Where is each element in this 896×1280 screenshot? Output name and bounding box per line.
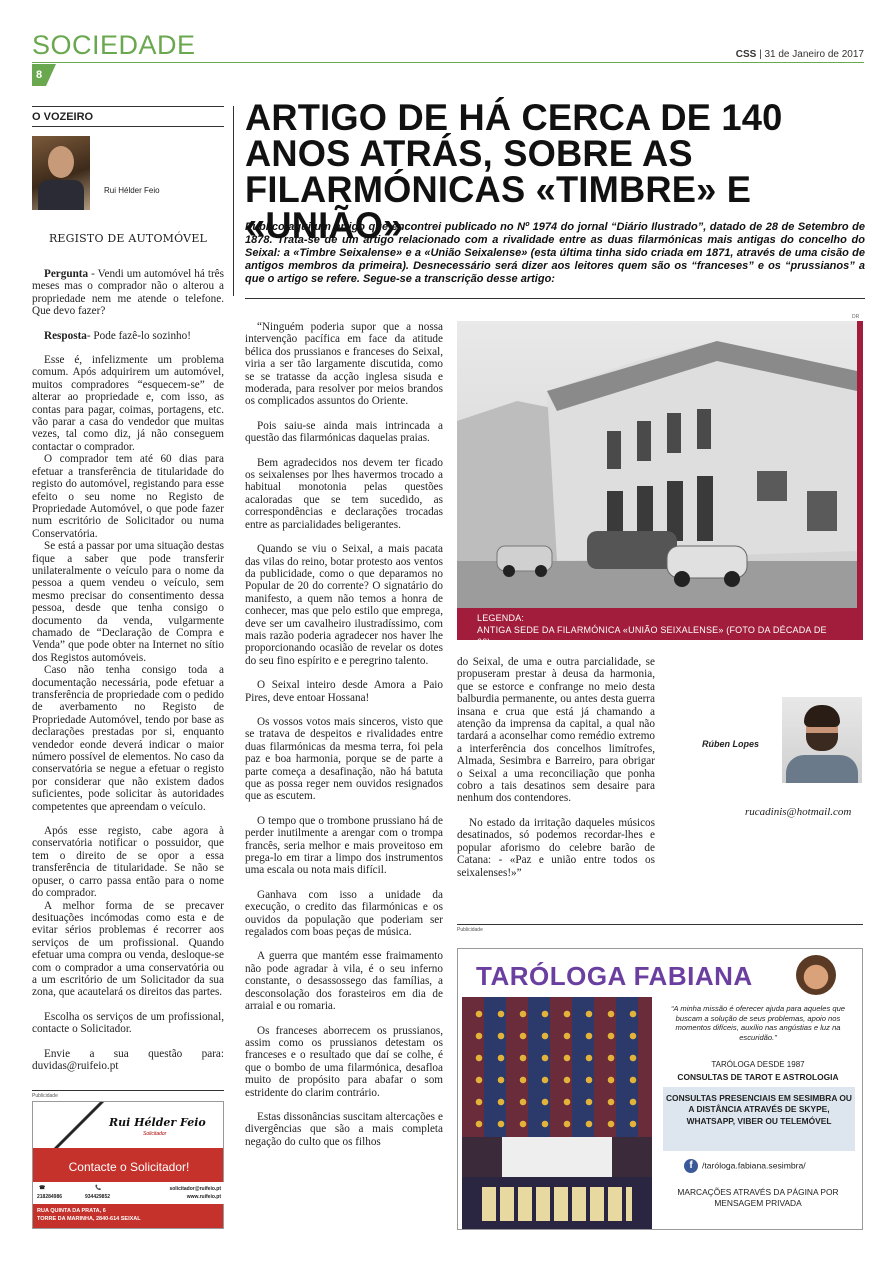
photo-credit: DR — [852, 314, 860, 320]
paragraph: “Ninguém poderia supor que a nossa intervenção pacífica em face da atitude bélica dos prussianos e franceses do Seixal, viria a ser tão largamente discutida, como se se tratasse da acção inglesa sisuda e moderada, para resolver por meios brandos os complicados assuntos do Oriente. — [245, 321, 443, 408]
column-rule — [32, 126, 224, 127]
article-photo — [457, 321, 863, 608]
issue-info — [736, 49, 864, 60]
author-photo — [782, 697, 862, 783]
paragraph: Os franceses aborrecem os prussianos, assim como os prussianos detestam os franceses e o resultado que daí se colhe, é que o bombo de uma filarmónica, desafloa muito de propósito para abafar o som estridente do clarim contrário. — [245, 1024, 443, 1099]
ad-services: CONSULTAS DE TAROT E ASTROLOGIA — [677, 1072, 839, 1082]
lede-rule — [245, 298, 865, 299]
paragraph: A guerra que mantém esse fraimamento não pode agradar à vila, é o seu inferno constante, o desassossego das famílias, a desconsolação dos forasteiros em dia de arraial e ou romaria. — [245, 950, 443, 1013]
ad-address-2: TORRE DA MARINHA, 2840-614 SEIXAL — [37, 1216, 141, 1222]
solicitor-ad[interactable] — [32, 1101, 224, 1229]
paragraph: Escolha os serviços de um profissional, contacte o Solicitador. — [32, 1010, 224, 1036]
section-title: SOCIEDADE — [32, 30, 196, 60]
facebook-link[interactable] — [684, 1159, 806, 1173]
ad-label: Publicidade — [32, 1093, 58, 1099]
ad-bookings: MARCAÇÕES ATRAVÉS DA PÁGINA POR MENSAGEM PRIVADA — [677, 1187, 839, 1208]
ad-rule — [457, 924, 863, 925]
facebook-icon: f — [684, 1159, 698, 1173]
answer-label: Resposta — [44, 329, 87, 342]
question-label: Pergunta — [44, 268, 89, 280]
ad-phone-2: 934429852 — [85, 1194, 111, 1200]
paragraph: No estado da irritação daqueles músicos desatinados, só podemos recordar-lhes e popular aforismo do celebre barão de Catana: - «Paz e união entre todos os seixalenses!»” — [457, 816, 655, 879]
headline-bar — [233, 106, 234, 296]
ad-name: Rui Hélder Feio — [109, 1116, 206, 1129]
ad-address-1: RUA QUINTA DA PRATA, 6 — [37, 1208, 106, 1214]
issue-date: | 31 de Janeiro de 2017 — [759, 49, 864, 60]
paragraph: do Seixal, de uma e outra parcialidade, se propuseram prestar à deusa da harmonia, que se estorce e confrange no meio desta balburdia permanente, ou antes desta guerra insana e crua que está já chamando a atenção da imprensa da capital, a qual não tardará a aconselhar como remédio extremo a interferência dos concelhos limítrofes, Almada, Sesimbra e Barreiro, para obrigar o Seixal a uma reconciliação que ponha cobro a tais desatinos sem desaire para nenhum dos contendores. — [457, 656, 655, 805]
ad-quote: “A minha missão é oferecer ajuda para aqueles que buscam a solução de seus problemas, apoio nos momentos difíceis, auxílio nas angústias e luz na escuridão.” — [670, 1004, 846, 1042]
column-kicker: O VOZEIRO — [32, 111, 94, 123]
ad-web[interactable]: www.ruifeio.pt — [186, 1194, 221, 1200]
column-o-vozeiro — [32, 106, 224, 1086]
paragraph: O comprador tem até 60 dias para efetuar a transferência de titularidade do registo do automóvel, registando para esse efeito o seu nome no Registo de Propriedade Automóvel, o que pode fazer num escritório de Solicitador ou numa Conservatória. — [32, 453, 224, 540]
ad-since: TARÓLOGA DESDE 1987 — [711, 1060, 805, 1069]
paragraph: A melhor forma de se precaver desituações incómodas como esta e de evitar sérios problemas é recorrer aos serviços de um profissional. Quando efetuar uma compra ou venda, desloque-se com o comprador a uma conservatória ou a um escritório de um Solicitador da sua zona, que acautelará os direitos das partes. — [32, 899, 224, 999]
paragraph: Os vossos votos mais sinceros, visto que se tratava de despeitos e rivalidades entre duas filarmónicas da mesma terra, foi pela paz e boa harmonia, porque se de parte a parte começa a desafinação, não há batuta que as possa reger nem ouvidos resignados que as escutem. — [245, 715, 443, 803]
facebook-handle: /taróloga.fabiana.sesimbra/ — [702, 1160, 806, 1171]
column-title: REGISTO DE AUTOMÓVEL — [48, 232, 208, 245]
mobile-icon: 📞 — [95, 1185, 102, 1191]
article-lede: Publico aqui um artigo que encontrei publicado no Nº 1974 do jornal “Diário Ilustrado”, datado de 28 de Setembro de 1878. Trata-se de um artigo relacionado com a rivalidade entre as duas filarmónicas mais antigas do concelho do Seixal: a «Timbre Seixalense» e a «União Seixalense» (esta última tinha sido criada em 1871, através de uma cisão de antigos membros da primeira). Desnecessário será dizer aos leitores quem são os “franceses” e os “prussianos” a que o artigo se refere. Segue-se a transcrição desse artigo: — [245, 221, 865, 285]
tarologa-portrait — [796, 955, 836, 995]
ad-cta: Contacte o Solicitador! — [68, 1160, 190, 1174]
paragraph: Esse é, infelizmente um problema comum. Após adquirirem um automóvel, muitos compradores “esquecem-se” de alterar ao propriedade e, com isso, as contas para pagar, coimas, portagens, etc. vão parar a casa do vendedor que muitas vezes, tal como diz, já não conseguem contactar o comprador. — [32, 354, 224, 453]
paragraph: Pois saiu-se ainda mais intrincada a questão das filarmónicas daquelas praias. — [245, 419, 443, 445]
author-photo — [32, 136, 90, 210]
article-author: Rúben Lopes — [702, 739, 760, 749]
caption-text: ANTIGA SEDE DA FILARMÓNICA «UNIÃO SEIXALENSE» (FOTO DA DÉCADA DE 60) — [477, 625, 827, 647]
paragraph: Se está a passar por uma situação destas fique a saber que pode transferir unilateralmente o veículo para o nome da pessoa a quem vendeu o veículo, sem mesmo precisar do consentimento dessa pessoa, desde que tenha consigo o documento da venda, vulgarmente chamado de “Declaração de Compra e Venda” que pode obter na Internet no sítio dos Registos automóveis. — [32, 540, 224, 664]
question-paragraph: Pergunta - Vendi um automóvel há três meses mas o comprador não o alterou a propriedade nem me atende o telefone. Que devo fazer? — [32, 268, 224, 318]
header-rule — [32, 62, 864, 63]
ad-title: TARÓLOGA FABIANA — [476, 961, 753, 991]
contact-paragraph: Envie a sua questão para: duvidas@ruifeio.pt — [32, 1047, 224, 1072]
ad-phone-1: 218284986 — [37, 1194, 63, 1200]
publication-name: CSS — [735, 49, 757, 60]
article-column-2 — [457, 656, 655, 879]
column-body — [32, 268, 224, 1072]
ad-label: Publicidade — [457, 927, 483, 933]
ad-email[interactable]: solicitador@ruifeio.pt — [169, 1186, 221, 1192]
paragraph: Bem agradecidos nos devem ter ficado os seixalenses por lhes havermos trocado a habitual monotonia pelas questões acaloradas que se tem sucedido, as correspondências e declarações trocadas entre as parcialidades beligerantes. — [245, 456, 443, 531]
paragraph: Ganhava com isso a unidade da execução, o credito das filarmónicas e os ouvidos da população que poderiam ser regalados com boas peças de música. — [245, 888, 443, 939]
paragraph: Quando se viu o Seixal, a mais pacata das vilas do reino, botar protesto aos ventos da publicidade, como o que deparamos no Popular de 20 do corrente? O signatário do manifesto, a quem não temos a honra de conhecer, mas que pelo estilo que emprega, deve ser um cavalheiro ilustradíssimo, com mais razão poderia agradecer nos haver lhe proporcionando ocasião de revelar os dotes do seu fino espírito e e peregrino talento. — [245, 543, 443, 667]
paragraph: O tempo que o trombone prussiano há de perder inutilmente a arengar com o trompa francês, seria melhor e mais proveitoso em prega-lo em tirar a limpo dos instrumentos uma escala ou nota mais difícil. — [245, 814, 443, 877]
answer-paragraph: Resposta- Pode fazê-lo sozinho! — [44, 329, 191, 342]
author-name: Rui Hélder Feio — [104, 186, 160, 195]
paragraph: Estas dissonâncias suscitam altercações e divergências que são a mais completa negação do culto que os filhos — [245, 1110, 443, 1148]
column-rule — [32, 106, 224, 107]
paragraph: Após esse registo, cabe agora à conservatória notificar o possuidor, que tem o direito de se opor a essa transferência de titularidade. Se não se opuser, o carro passa então para o nome do comprador. — [32, 825, 224, 900]
tarologa-ad[interactable] — [457, 948, 863, 1230]
phone-icon: ☎ — [39, 1185, 46, 1191]
caption-label: LEGENDA: — [477, 613, 525, 623]
photo-caption — [457, 608, 863, 647]
paragraph: O Seixal inteiro desde Amora a Paio Pires, deve entoar Hossana! — [245, 679, 443, 704]
author-email[interactable]: rucadinis@hotmail.com — [745, 806, 852, 818]
ad-consultations-box: CONSULTAS PRESENCIAIS EM SESIMBRA OU A DISTÂNCIA ATRAVÉS DE SKYPE, WHATSAPP, VIBER OU TELEMÓVEL — [663, 1087, 855, 1151]
article-headline: ARTIGO DE HÁ CERCA DE 140 ANOS ATRÁS, SOBRE AS FILARMÓNICAS «TIMBRE» E «UNIÃO» — [245, 97, 783, 246]
ad-role: Solicitador — [143, 1131, 167, 1137]
paragraph: Caso não tenha consigo toda a documentação necessária, pode efetuar a transferência de propriedade com o pedido de averbamento no Registo de Propriedade Automóvel, tendo por base as declarações prestadas por si, enquanto vendedor eonde deverá indicar o maior número possível de elementos. No caso da conservatória se negue a efetuar o registo por considerar que não existem dados suficientes, pode solicitar às autoridades competentes que apreendam o veículo. — [32, 664, 224, 813]
tarot-room-photo — [462, 997, 652, 1229]
page-number: 8 — [32, 64, 46, 86]
ad-rule — [32, 1090, 224, 1091]
article-column-1 — [245, 321, 443, 1148]
